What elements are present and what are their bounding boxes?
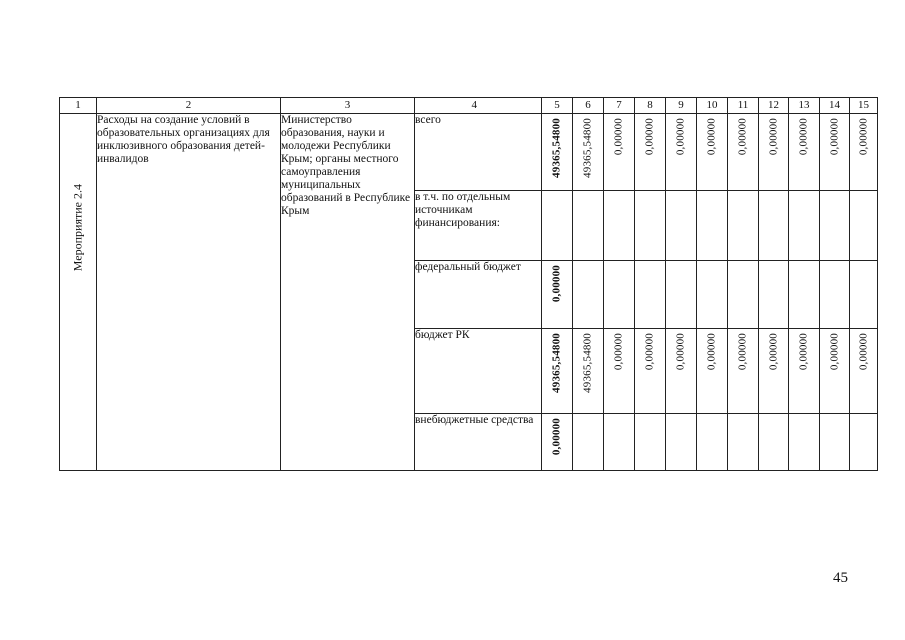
funding-source: внебюджетные средства	[415, 414, 542, 471]
value-cell-col-13	[789, 261, 820, 329]
value-cell-col-13	[789, 329, 820, 414]
column-number-6: 6	[573, 98, 604, 114]
column-number-15: 15	[850, 98, 878, 114]
value-cell-col-11	[728, 191, 759, 261]
measure-cell	[60, 114, 97, 471]
value-cell-col-12	[759, 191, 789, 261]
value-cell-col-8	[635, 261, 666, 329]
value-cell-col-8	[635, 329, 666, 414]
value-cell-col-9	[666, 261, 697, 329]
amount-value: 49365,54800	[550, 118, 563, 178]
amount-value: 0,00000	[612, 333, 625, 371]
funding-source: бюджет РК	[415, 329, 542, 414]
value-cell-col-7	[604, 261, 635, 329]
value-cell-col-14	[820, 114, 850, 191]
value-cell-col-5	[542, 191, 573, 261]
column-number-10: 10	[697, 98, 728, 114]
amount-value: 0,00000	[612, 118, 625, 156]
value-cell-col-8	[635, 414, 666, 471]
value-cell-col-14	[820, 261, 850, 329]
value-cell-col-10	[697, 114, 728, 191]
value-cell-col-13	[789, 191, 820, 261]
table-row	[60, 114, 878, 191]
value-cell-col-6	[573, 414, 604, 471]
amount-value: 49365,54800	[581, 333, 594, 393]
column-number-row	[60, 98, 878, 114]
value-cell-col-11	[728, 114, 759, 191]
value-cell-col-10	[697, 191, 728, 261]
column-number-2: 2	[97, 98, 281, 114]
value-cell-col-12	[759, 329, 789, 414]
value-cell-col-15	[850, 329, 878, 414]
value-cell-col-8	[635, 191, 666, 261]
value-cell-col-10	[697, 329, 728, 414]
value-cell-col-5	[542, 114, 573, 191]
value-cell-col-11	[728, 261, 759, 329]
value-cell-col-7	[604, 191, 635, 261]
value-cell-col-8	[635, 114, 666, 191]
value-cell-col-15	[850, 261, 878, 329]
value-cell-col-13	[789, 114, 820, 191]
value-cell-col-6	[573, 329, 604, 414]
page-number: 45	[833, 570, 848, 586]
value-cell-col-11	[728, 414, 759, 471]
value-cell-col-15	[850, 191, 878, 261]
column-number-4: 4	[415, 98, 542, 114]
value-cell-col-7	[604, 114, 635, 191]
amount-value: 0,00000	[767, 118, 779, 156]
amount-value: 0,00000	[797, 333, 810, 371]
measure-description: Расходы на создание условий в образовательных организациях для инклюзивного образования детей-инвалидов	[97, 114, 281, 471]
value-cell-col-5	[542, 414, 573, 471]
amount-value: 0,00000	[857, 333, 869, 371]
value-cell-col-15	[850, 114, 878, 191]
amount-value: 49365,54800	[550, 333, 563, 393]
value-cell-col-14	[820, 414, 850, 471]
value-cell-col-13	[789, 414, 820, 471]
value-cell-col-7	[604, 414, 635, 471]
value-cell-col-9	[666, 114, 697, 191]
column-number-9: 9	[666, 98, 697, 114]
value-cell-col-9	[666, 191, 697, 261]
value-cell-col-7	[604, 329, 635, 414]
column-number-14: 14	[820, 98, 850, 114]
amount-value: 0,00000	[828, 333, 840, 371]
value-cell-col-5	[542, 329, 573, 414]
funding-source: федеральный бюджет	[415, 261, 542, 329]
column-number-8: 8	[635, 98, 666, 114]
amount-value: 0,00000	[736, 333, 749, 371]
value-cell-col-9	[666, 329, 697, 414]
value-cell-col-12	[759, 114, 789, 191]
column-number-12: 12	[759, 98, 789, 114]
amount-value: 0,00000	[705, 333, 718, 371]
value-cell-col-12	[759, 414, 789, 471]
responsible-executor: Министерство образования, науки и молодежи Республики Крым; органы местного самоуправления муниципальных образований в Республике Крым	[281, 114, 415, 471]
value-cell-col-15	[850, 414, 878, 471]
amount-value: 0,00000	[674, 118, 687, 156]
funding-source: в т.ч. по отдельным источникам финансирования:	[415, 191, 542, 261]
amount-value: 0,00000	[550, 265, 563, 303]
value-cell-col-14	[820, 191, 850, 261]
amount-value: 0,00000	[828, 118, 840, 156]
amount-value: 0,00000	[643, 118, 656, 156]
amount-value: 0,00000	[705, 118, 718, 156]
amount-value: 0,00000	[550, 418, 563, 456]
funding-source: всего	[415, 114, 542, 191]
amount-value: 0,00000	[797, 118, 810, 156]
measure-label: Мероприятие 2.4	[70, 184, 85, 272]
amount-value: 0,00000	[857, 118, 869, 156]
column-number-7: 7	[604, 98, 635, 114]
value-cell-col-14	[820, 329, 850, 414]
value-cell-col-12	[759, 261, 789, 329]
column-number-1: 1	[60, 98, 97, 114]
value-cell-col-10	[697, 261, 728, 329]
amount-value: 0,00000	[736, 118, 749, 156]
amount-value: 0,00000	[643, 333, 656, 371]
column-number-11: 11	[728, 98, 759, 114]
column-number-5: 5	[542, 98, 573, 114]
value-cell-col-6	[573, 191, 604, 261]
column-number-13: 13	[789, 98, 820, 114]
amount-value: 49365,54800	[581, 118, 594, 178]
value-cell-col-11	[728, 329, 759, 414]
amount-value: 0,00000	[674, 333, 687, 371]
amount-value: 0,00000	[767, 333, 779, 371]
value-cell-col-9	[666, 414, 697, 471]
value-cell-col-10	[697, 414, 728, 471]
value-cell-col-6	[573, 114, 604, 191]
column-number-3: 3	[281, 98, 415, 114]
value-cell-col-6	[573, 261, 604, 329]
value-cell-col-5	[542, 261, 573, 329]
budget-table	[59, 97, 878, 471]
